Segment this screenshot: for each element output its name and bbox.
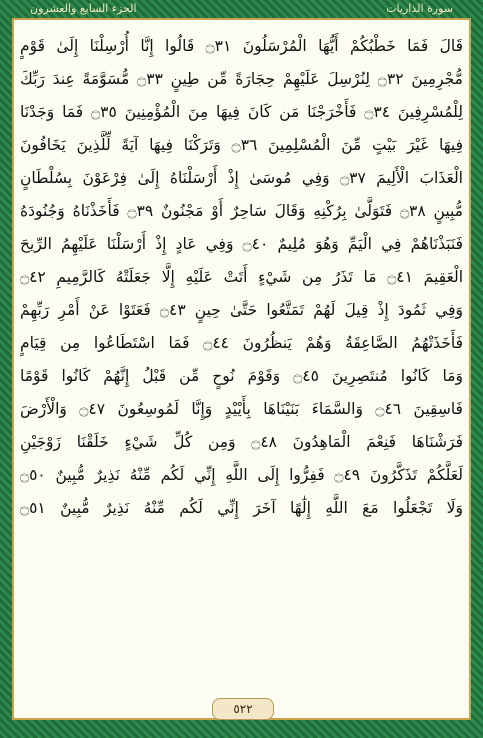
text-line: الْعَقِيمَ ۝٤١ مَا تَذَرُ مِن شَيْءٍ أَتَتْ عَلَيْهِ إِلَّا جَعَلَتْهُ كَالرَّمِيمِ ۝٤٢ bbox=[20, 268, 463, 286]
text-line: فَنَبَذْنَاهُمْ فِي الْيَمِّ وَهُوَ مُلِيمٌ ۝٤٠ وَفِي عَادٍ إِذْ أَرْسَلْنَا عَلَيْهِمُ الرِّيحَ bbox=[20, 235, 463, 253]
surah-header: سورة الذاريات bbox=[386, 2, 453, 15]
text-line: الْعَذَابَ الْأَلِيمَ ۝٣٧ وَفِي مُوسَىٰ إِذْ أَرْسَلْنَاهُ إِلَىٰ فِرْعَوْنَ بِسُلْطَانٍ bbox=[20, 169, 463, 187]
text-line: فَاسِقِينَ ۝٤٦ وَالسَّمَاءَ بَنَيْنَاهَا بِأَيْيْدٍ وَإِنَّا لَمُوسِعُونَ ۝٤٧ وَالْأَرْضَ bbox=[20, 400, 463, 418]
text-line: مُّجْرِمِينَ ۝٣٢ لِنُرْسِلَ عَلَيْهِمْ حِجَارَةً مِّن طِينٍ ۝٣٣ مُّسَوَّمَةً عِندَ رَبِّكَ bbox=[20, 70, 463, 88]
quran-text bbox=[20, 30, 463, 690]
text-line: لِلْمُسْرِفِينَ ۝٣٤ فَأَخْرَجْنَا مَن كَانَ فِيهَا مِنَ الْمُؤْمِنِينَ ۝٣٥ فَمَا وَجَدْنَا bbox=[20, 103, 463, 121]
text-line: لَعَلَّكُمْ تَذَكَّرُونَ ۝٤٩ فَفِرُّوا إِلَى اللَّهِ إِنِّي لَكُم مِّنْهُ نَذِيرٌ مُّبِينٌ ۝٥٠ bbox=[20, 466, 463, 484]
text-line: وَمَا كَانُوا مُنتَصِرِينَ ۝٤٥ وَقَوْمَ نُوحٍ مِّن قَبْلُ إِنَّهُمْ كَانُوا قَوْمًا bbox=[20, 367, 463, 385]
page-number: ٥٢٢ bbox=[212, 698, 274, 720]
text-line: وَفِي ثَمُودَ إِذْ قِيلَ لَهُمْ تَمَتَّعُوا حَتَّىٰ حِينٍ ۝٤٣ فَعَتَوْا عَنْ أَمْرِ رَبِّهِمْ bbox=[20, 301, 463, 319]
text-line: قَالَ فَمَا خَطْبُكُمْ أَيُّهَا الْمُرْسَلُونَ ۝٣١ قَالُوا إِنَّا أُرْسِلْنَا إِلَىٰ قَوْمٍ bbox=[20, 37, 463, 55]
text-line: فَأَخَذَتْهُمُ الصَّاعِقَةُ وَهُمْ يَنظُرُونَ ۝٤٤ فَمَا اسْتَطَاعُوا مِن قِيَامٍ bbox=[20, 334, 463, 352]
text-line: فِيهَا غَيْرَ بَيْتٍ مِّنَ الْمُسْلِمِينَ ۝٣٦ وَتَرَكْنَا فِيهَا آيَةً لِّلَّذِينَ يَخَافُونَ bbox=[20, 136, 463, 154]
juz-header: الجزء السابع والعشرون bbox=[30, 2, 137, 15]
text-line: فَرَشْنَاهَا فَنِعْمَ الْمَاهِدُونَ ۝٤٨ وَمِن كُلِّ شَيْءٍ خَلَقْنَا زَوْجَيْنِ bbox=[20, 433, 463, 451]
text-line: مُّبِينٍ ۝٣٨ فَتَوَلَّىٰ بِرُكْنِهِ وَقَالَ سَاحِرٌ أَوْ مَجْنُونٌ ۝٣٩ فَأَخَذْنَاهُ وَجُنُودَهُ bbox=[20, 202, 463, 220]
text-line: وَلَا تَجْعَلُوا مَعَ اللَّهِ إِلَٰهًا آخَرَ إِنِّي لَكُم مِّنْهُ نَذِيرٌ مُّبِينٌ ۝٥١ bbox=[20, 499, 463, 517]
